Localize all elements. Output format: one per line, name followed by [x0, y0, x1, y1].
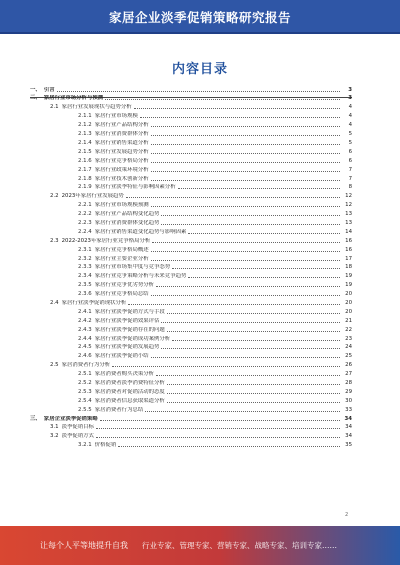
toc-entry-page: 30 — [345, 397, 352, 404]
toc-entry-title: 家居消费者对促销活动的态度 — [94, 388, 165, 395]
toc-entry-number: 2.1.6 — [78, 157, 92, 164]
toc-entry-number: 2.4 — [50, 299, 59, 306]
toc-leader-dots — [151, 295, 340, 296]
toc-entry-title: 家居行业淡季促销发展趋势 — [94, 344, 160, 351]
report-title: 家居企业淡季促销策略研究报告 — [108, 10, 291, 25]
toc-entry-title: 家居行业市场规模 — [94, 113, 138, 120]
toc-entry-page: 23 — [345, 335, 352, 342]
page-number: 2 — [345, 512, 349, 518]
toc-leader-dots — [151, 153, 340, 154]
toc-entry[interactable] — [30, 148, 352, 155]
toc-entry-number: 2.3.4 — [78, 273, 92, 280]
toc-leader-dots — [151, 260, 340, 261]
toc-entry-page: 4 — [348, 104, 352, 111]
toc-entry-title: 家居企业淡季促销策略 — [43, 415, 98, 422]
toc-entry-number: 2.4.3 — [78, 326, 92, 333]
toc-entry-title: 家居消费者购买决策分析 — [94, 371, 155, 378]
toc-entry[interactable] — [30, 113, 352, 120]
toc-leader-dots — [112, 366, 340, 367]
toc-entry[interactable] — [30, 308, 352, 315]
toc-entry-title: 价格促销 — [94, 442, 117, 449]
toc-entry-page: 26 — [345, 362, 352, 369]
toc-entry-number: 2.2.4 — [78, 228, 92, 235]
toc-entry-number: 2.1.3 — [78, 131, 92, 138]
toc-entry[interactable] — [30, 442, 352, 449]
toc-leader-dots — [105, 99, 340, 100]
footer-experts-text: 行业专家、管理专家、营销专家、战略专家、培训专家…… — [142, 541, 337, 550]
toc-entry-number: 2.4.5 — [78, 344, 92, 351]
toc-leader-dots — [161, 322, 340, 323]
toc-entry[interactable] — [30, 415, 352, 422]
toc-leader-dots — [151, 357, 340, 358]
toc-entry[interactable] — [30, 122, 352, 129]
toc-entry-number: 2.1.2 — [78, 122, 92, 129]
toc-entry[interactable] — [30, 219, 352, 226]
toc-entry[interactable] — [30, 104, 352, 111]
toc-entry[interactable] — [30, 255, 352, 262]
toc-entry-page: 34 — [345, 433, 352, 440]
toc-entry-title: 家居行业发展趋势分析 — [94, 148, 149, 155]
toc-entry-page: 22 — [345, 326, 352, 333]
toc-leader-dots — [126, 197, 340, 198]
toc-entry-number: 2.4.1 — [78, 308, 92, 315]
toc-leader-dots — [151, 251, 340, 252]
toc-entry-number: 二、 — [30, 95, 41, 102]
toc-leader-dots — [145, 411, 340, 412]
toc-entry-title: 家居消费者行为分析 — [61, 362, 111, 369]
toc-heading: 内容目录 — [171, 62, 228, 77]
toc-entry-page: 21 — [345, 317, 352, 324]
toc-entry-page: 14 — [345, 228, 352, 235]
toc-entry-number: 2.1.4 — [78, 139, 92, 146]
footer-banner — [0, 526, 400, 565]
toc-entry-title: 家居行业淡季促销效果评估 — [94, 317, 160, 324]
toc-entry-title: 2023年家居行业发展趋势 — [61, 193, 124, 200]
toc-entry[interactable] — [30, 95, 352, 102]
toc-entry-page: 4 — [348, 122, 352, 129]
toc-entry-number: 2.4.2 — [78, 317, 92, 324]
toc-entry-page: 17 — [345, 255, 352, 262]
toc-entry[interactable] — [30, 290, 352, 297]
toc-entry-page: 24 — [345, 344, 352, 351]
toc-entry-number: 2.2.2 — [78, 211, 92, 218]
toc-leader-dots — [151, 135, 340, 136]
toc-entry-number: 2.3.5 — [78, 282, 92, 289]
toc-entry-title: 家居行业竞争策略分析与未来竞争趋势 — [94, 273, 187, 280]
toc-entry-page: 13 — [345, 219, 352, 226]
toc-entry-title: 家居行业消费群体变化趋势 — [94, 219, 160, 226]
toc-entry[interactable] — [30, 397, 352, 404]
toc-entry-number: 2.2.1 — [78, 202, 92, 209]
toc-entry-title: 家居行业市场集中度与竞争态势 — [94, 264, 171, 271]
toc-entry-title: 家居行业淡季促销存在的问题 — [94, 326, 165, 333]
toc-entry-page: 3 — [348, 95, 352, 102]
toc-leader-dots — [172, 340, 340, 341]
toc-entry-title: 2022-2023年家居行业竞争格局分析 — [61, 237, 151, 244]
toc-entry-page: 27 — [345, 371, 352, 378]
toc-entry[interactable] — [30, 379, 352, 386]
toc-leader-dots — [151, 171, 340, 172]
toc-entry-title: 家居行业产品结构分析 — [94, 122, 149, 129]
toc-leader-dots — [152, 242, 340, 243]
toc-entry-title: 家居消费者行为总结 — [94, 406, 144, 413]
toc-entry-page: 6 — [348, 148, 352, 155]
toc-entry-title: 家居行业淡季特征与影响因素分析 — [94, 184, 176, 191]
toc-entry[interactable] — [30, 210, 352, 217]
toc-entry-page: 12 — [345, 202, 352, 209]
toc-entry-page: 29 — [345, 388, 352, 395]
toc-entry-page: 25 — [345, 353, 352, 360]
toc-entry-page: 4 — [348, 113, 352, 120]
toc-leader-dots — [156, 286, 340, 287]
toc-entry[interactable] — [30, 299, 352, 306]
toc-entry-number: 2.5.4 — [78, 397, 92, 404]
toc-entry[interactable] — [30, 130, 352, 137]
footer-slogan: 让每个人平等地提升自我 — [40, 541, 128, 550]
toc-entry[interactable] — [30, 433, 352, 440]
toc-entry-number: 2.5.2 — [78, 379, 92, 386]
toc-entry-number: 2.4.4 — [78, 335, 92, 342]
toc-entry-title: 家居行业市场规模预测 — [94, 202, 149, 209]
toc-leader-dots — [96, 428, 340, 429]
toc-leader-dots — [128, 304, 340, 305]
toc-entry-number: 2.5.1 — [78, 371, 92, 378]
toc-entry-title: 家居行业竞争格局总结 — [94, 291, 149, 298]
toc-entry-number: 2.4.6 — [78, 353, 92, 360]
toc-leader-dots — [161, 224, 340, 225]
toc-entry-number: 2.3.6 — [78, 291, 92, 298]
toc-entry-title: 家居行业政策环境分析 — [94, 166, 149, 173]
toc-entry-title: 家居行业淡季促销现状分析 — [61, 299, 127, 306]
toc-entry-page: 19 — [345, 273, 352, 280]
toc-entry-page: 5 — [348, 131, 352, 138]
toc-entry-title: 家居行业竞争格局概述 — [94, 246, 149, 253]
toc-entry-number: 2.1.1 — [78, 113, 92, 120]
toc-entry-number: 2.5 — [50, 362, 59, 369]
toc-leader-dots — [151, 126, 340, 127]
toc-entry-page: 8 — [348, 184, 352, 191]
toc-entry[interactable] — [30, 193, 352, 200]
toc-leader-dots — [151, 206, 340, 207]
toc-leader-dots — [188, 277, 340, 278]
toc-entry[interactable] — [30, 406, 352, 413]
toc-entry-page: 6 — [348, 157, 352, 164]
toc-leader-dots — [167, 331, 340, 332]
toc-entry[interactable] — [30, 237, 352, 244]
toc-entry-title: 家居行业市场分析与预测 — [43, 95, 104, 102]
toc-entry-number: 一、 — [30, 86, 41, 93]
toc-entry-page: 28 — [345, 379, 352, 386]
toc-entry-page: 20 — [345, 299, 352, 306]
toc-entry-number: 2.3.1 — [78, 246, 92, 253]
toc-leader-dots — [167, 384, 340, 385]
toc-entry-page: 20 — [345, 291, 352, 298]
toc-entry-number: 2.1.7 — [78, 166, 92, 173]
toc-leader-dots — [167, 402, 340, 403]
toc-entry-title: 家居行业产品结构变化趋势 — [94, 211, 160, 218]
toc-entry-page: 18 — [345, 264, 352, 271]
toc-entry-number: 2.1.9 — [78, 184, 92, 191]
toc-leader-dots — [118, 446, 340, 447]
toc-entry-number: 2.1.8 — [78, 175, 92, 182]
toc-entry[interactable] — [30, 157, 352, 164]
toc-leader-dots — [178, 188, 340, 189]
toc-entry-title: 家居行业消费群体分析 — [94, 131, 149, 138]
toc-leader-dots — [100, 420, 340, 421]
toc-entry[interactable] — [30, 362, 352, 369]
table-of-contents — [30, 86, 352, 451]
toc-entry[interactable] — [30, 273, 352, 280]
toc-leader-dots — [96, 437, 340, 438]
toc-entry[interactable] — [30, 184, 352, 191]
toc-entry[interactable] — [30, 228, 352, 235]
toc-entry-number: 2.1 — [50, 104, 59, 111]
toc-leader-dots — [161, 215, 340, 216]
toc-entry[interactable] — [30, 166, 352, 173]
toc-entry-page: 16 — [345, 246, 352, 253]
toc-leader-dots — [57, 91, 340, 92]
toc-entry-number: 2.3 — [50, 237, 59, 244]
toc-entry[interactable] — [30, 344, 352, 351]
toc-entry-number: 2.5.5 — [78, 406, 92, 413]
toc-leader-dots — [172, 268, 340, 269]
toc-entry-page: 7 — [348, 166, 352, 173]
toc-leader-dots — [134, 108, 340, 109]
toc-entry-title: 家居行业技术创新分析 — [94, 175, 149, 182]
toc-entry-title: 家居行业主要企业分析 — [94, 255, 149, 262]
toc-entry-number: 3.1 — [50, 424, 59, 431]
toc-entry-title: 家居行业竞争格局分析 — [94, 157, 149, 164]
report-header-bar — [0, 0, 400, 34]
toc-entry[interactable] — [30, 246, 352, 253]
toc-entry-page: 19 — [345, 282, 352, 289]
toc-leader-dots — [167, 393, 340, 394]
toc-entry[interactable] — [30, 317, 352, 324]
toc-entry[interactable] — [30, 326, 352, 333]
toc-leader-dots — [167, 313, 340, 314]
toc-entry-page: 5 — [348, 139, 352, 146]
toc-entry-title: 引言 — [43, 86, 55, 93]
toc-entry[interactable] — [30, 86, 352, 93]
toc-entry[interactable] — [30, 264, 352, 271]
toc-entry-page: 34 — [344, 415, 352, 422]
toc-entry-number: 2.2.3 — [78, 219, 92, 226]
toc-entry-title: 家居行业销售渠道变化趋势与影响因素 — [94, 228, 187, 235]
toc-entry-page: 35 — [345, 442, 352, 449]
toc-entry[interactable] — [30, 424, 352, 431]
toc-entry-number: 2.3.2 — [78, 255, 92, 262]
toc-entry-title: 家居行业竞争优劣势分析 — [94, 282, 155, 289]
toc-leader-dots — [151, 144, 340, 145]
toc-leader-dots — [151, 162, 340, 163]
toc-entry-page: 16 — [345, 237, 352, 244]
toc-entry[interactable] — [30, 388, 352, 395]
toc-entry-title: 家居行业发展现状与趋势分析 — [61, 104, 132, 111]
toc-entry-title: 家居消费者淡季消费特征分析 — [94, 379, 165, 386]
toc-entry[interactable] — [30, 353, 352, 360]
toc-entry[interactable] — [30, 175, 352, 182]
toc-leader-dots — [151, 180, 340, 181]
toc-entry-page: 20 — [345, 308, 352, 315]
toc-entry-number: 三、 — [30, 415, 41, 422]
toc-entry-page: 3 — [348, 86, 352, 93]
toc-leader-dots — [188, 233, 340, 234]
toc-entry-number: 2.5.3 — [78, 388, 92, 395]
toc-entry-title: 淡季促销方式 — [61, 433, 94, 440]
toc-entry-page: 7 — [348, 175, 352, 182]
toc-leader-dots — [140, 117, 340, 118]
toc-entry-title: 家居行业淡季促销成功案例分析 — [94, 335, 171, 342]
toc-entry-title: 家居行业销售渠道分析 — [94, 139, 149, 146]
toc-entry[interactable] — [30, 202, 352, 209]
toc-entry-title: 家居消费者信息获取渠道分析 — [94, 397, 165, 404]
toc-leader-dots — [156, 375, 340, 376]
toc-entry[interactable] — [30, 139, 352, 146]
toc-entry-page: 13 — [345, 211, 352, 218]
toc-entry-number: 3.2.1 — [78, 442, 92, 449]
toc-entry-number: 2.3.3 — [78, 264, 92, 271]
toc-entry[interactable] — [30, 335, 352, 342]
toc-entry-page: 33 — [345, 406, 352, 413]
toc-entry-number: 2.1.5 — [78, 148, 92, 155]
toc-leader-dots — [161, 348, 340, 349]
toc-entry-title: 家居行业淡季促销小结 — [94, 353, 149, 360]
toc-entry-number: 3.2 — [50, 433, 59, 440]
toc-entry-title: 家居行业淡季促销方式与手段 — [94, 308, 165, 315]
toc-entry-number: 2.2 — [50, 193, 59, 200]
toc-entry-page: 34 — [345, 424, 352, 431]
toc-entry[interactable] — [30, 282, 352, 289]
toc-entry[interactable] — [30, 371, 352, 378]
toc-entry-page: 12 — [345, 193, 352, 200]
toc-entry-title: 淡季促销目标 — [61, 424, 94, 431]
